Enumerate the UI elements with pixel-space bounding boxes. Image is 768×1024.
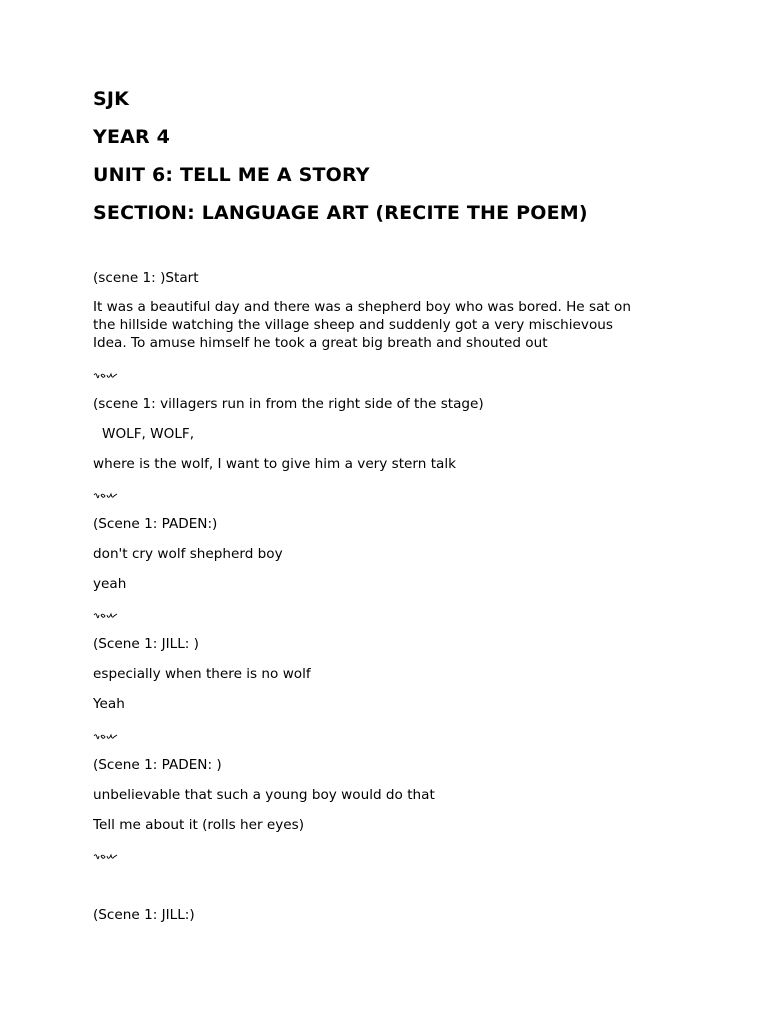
section-heading: SECTION: LANGUAGE ART (RECITE THE POEM) (93, 202, 588, 224)
dialogue-line: where is the wolf, I want to give him a very stern talk (93, 456, 457, 472)
narration-paragraph (93, 298, 683, 352)
dialogue-line: Yeah (93, 696, 125, 712)
scene-jill-label: (Scene 1: JILL: ) (93, 636, 199, 652)
dialogue-line: don't cry wolf shepherd boy (93, 546, 283, 562)
wolf-line: WOLF, WOLF, (102, 426, 195, 442)
unit-heading: UNIT 6: TELL ME A STORY (93, 164, 370, 186)
scene-jill-label: (Scene 1: JILL:) (93, 907, 195, 923)
handwritten-mark (93, 610, 119, 622)
handwritten-mark (93, 731, 119, 743)
scene-paden-label: (Scene 1: PADEN:) (93, 516, 218, 532)
narration-line: Idea. To amuse himself he took a great big breath and shouted out (93, 335, 548, 351)
scene-villagers-label: (scene 1: villagers run in from the right side of the stage) (93, 396, 484, 412)
year-heading: YEAR 4 (93, 126, 171, 148)
dialogue-line: Tell me about it (rolls her eyes) (93, 817, 305, 833)
dialogue-line: unbelievable that such a young boy would do that (93, 787, 435, 803)
handwritten-mark (93, 490, 119, 502)
handwritten-mark (93, 851, 119, 863)
scene-start-label: (scene 1: )Start (93, 270, 199, 286)
dialogue-line: yeah (93, 576, 127, 592)
scene-paden-label: (Scene 1: PADEN: ) (93, 757, 222, 773)
narration-line: It was a beautiful day and there was a shepherd boy who was bored. He sat on (93, 299, 631, 315)
dialogue-line: especially when there is no wolf (93, 666, 311, 682)
narration-line: the hillside watching the village sheep and suddenly got a very mischievous (93, 317, 613, 333)
handwritten-mark (93, 370, 119, 382)
school-heading: SJK (93, 88, 130, 110)
